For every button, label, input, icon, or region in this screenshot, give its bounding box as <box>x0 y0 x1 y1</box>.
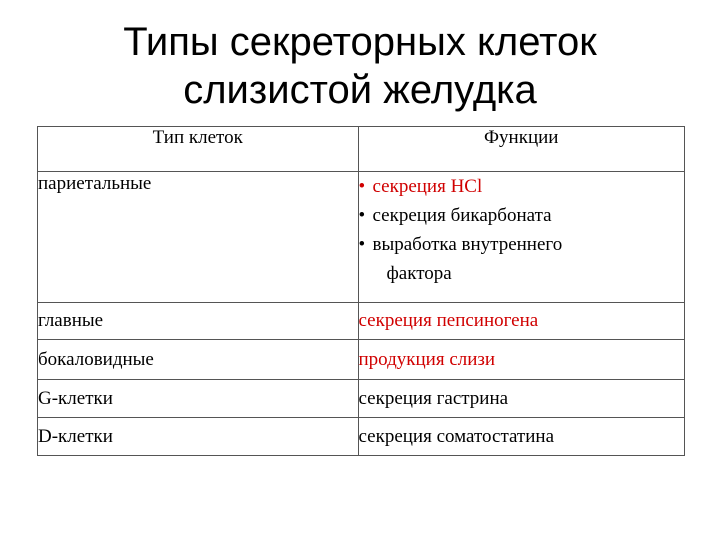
cell-types-table <box>37 126 685 456</box>
table-row <box>38 172 685 303</box>
table-row <box>38 303 685 340</box>
function-goblet: продукция слизи <box>358 340 685 380</box>
table-header-row <box>38 127 685 172</box>
function-text: секреция HCl <box>372 176 483 197</box>
list-item <box>359 201 685 230</box>
title-line-1: Типы секреторных клеток <box>123 20 597 64</box>
function-chief: секреция пепсиногена <box>358 303 685 340</box>
function-text-continuation: фактора <box>386 263 452 284</box>
bullet-icon: • <box>358 176 366 197</box>
title-line-2: слизистой желудка <box>183 68 537 112</box>
table-row <box>38 418 685 456</box>
bullet-icon: • <box>358 234 366 255</box>
cell-type-parietal: париетальные <box>38 172 359 303</box>
cell-type-g: G-клетки <box>38 380 359 418</box>
list-item <box>359 172 685 201</box>
function-d: секреция соматостатина <box>358 418 685 456</box>
cell-type-goblet: бокаловидные <box>38 340 359 380</box>
bullet-icon: • <box>358 205 366 226</box>
function-text: секреция бикарбоната <box>372 205 552 226</box>
function-g: секреция гастрина <box>358 380 685 418</box>
cell-type-d: D-клетки <box>38 418 359 456</box>
function-text: выработка внутреннего <box>372 234 563 255</box>
header-functions: Функции <box>358 127 685 172</box>
slide-title <box>0 18 720 114</box>
table-row <box>38 380 685 418</box>
functions-parietal <box>358 172 685 303</box>
functions-list <box>359 172 685 288</box>
list-item <box>359 230 685 288</box>
header-cell-type: Тип клеток <box>38 127 359 172</box>
cell-type-chief: главные <box>38 303 359 340</box>
table-row <box>38 340 685 380</box>
